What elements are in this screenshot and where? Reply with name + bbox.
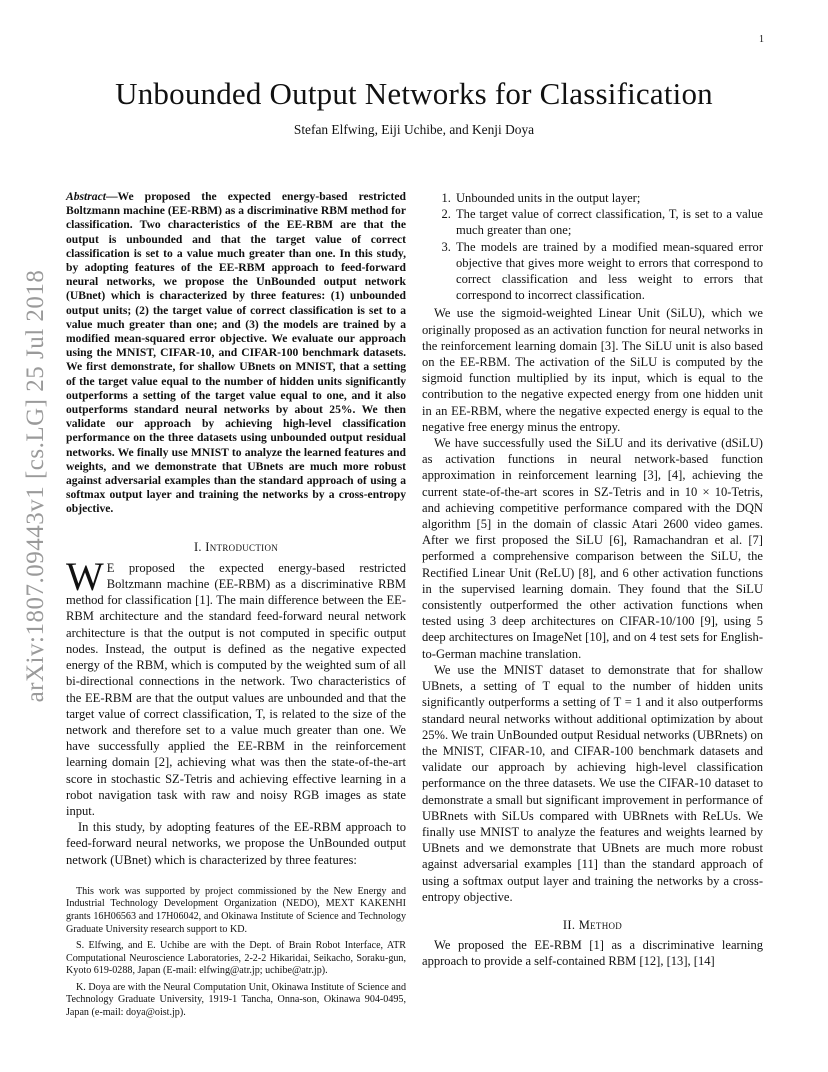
paper-title: Unbounded Output Networks for Classification: [115, 76, 713, 111]
section-heading-method: [422, 917, 763, 933]
feature-item: 2. The target value of correct classification, T, is set to a value much greater than one;: [454, 206, 763, 238]
left-column: [66, 190, 406, 1024]
section-number: II.: [562, 917, 576, 932]
abstract: [66, 190, 406, 517]
page-number: 1: [759, 34, 764, 45]
footnote-affiliation-atr: S. Elfwing, and E. Uchibe are with the Dept. of Brain Robot Interface, ATR Computational Neuroscience Laboratories, 2-2-2 Hikaridai, Seikacho, Soraku-gun, Kyoto 619-0288, Japan (E-mail: elfwing@atr.jp; uchibe@atr.jp).: [66, 940, 406, 977]
arxiv-stamp-text: arXiv:1807.09443v1 [cs.LG] 25 Jul 2018: [22, 269, 49, 703]
intro-paragraph-2: In this study, by adopting features of the EE-RBM approach to feed-forward neural networks, we propose the UnBounded output network (UBnet) which is characterized by three features:: [66, 820, 406, 867]
abstract-label: Abstract: [66, 190, 106, 203]
section-title: Method: [578, 917, 623, 932]
intro-paragraph-1: [66, 553, 406, 819]
section-number: I.: [193, 539, 202, 554]
author-list: Stefan Elfwing, Eiji Uchibe, and Kenji Doya: [293, 122, 535, 137]
mnist-paragraph: We use the MNIST dataset to demonstrate that for shallow UBnets, a setting of T equal to the number of hidden units significantly outperforms a setting of T = 1 and it also outperforms standard neural networks without additional optimization by about 25%. We train UnBounded output Residual networks (UBRnets) on the MNIST, CIFAR-10, and CIFAR-100 benchmark datasets and validate our approach by achieving high-level classification performance on the three datasets. We use the CIFAR-10 dataset to demonstrate a small but significant improvement in performance of UBRnets with SiLUs compared with UBRnets with ReLUs. We finally use MNIST to analyze the features and weights learned by UBnets and we demonstrate that UBnets are much more robust against adversarial examples [11] than the standard approach of using a softmax output layer and training the networks by a cross-entropy objective.: [422, 662, 763, 904]
feature-list: [422, 190, 763, 303]
drop-cap: W: [66, 553, 104, 599]
method-paragraph-1: We proposed the EE-RBM [1] as a discriminative learning approach to provide a self-contained RBM [12], [13], [14]: [422, 938, 763, 969]
section-heading-introduction: [66, 539, 406, 555]
feature-item: 1. Unbounded units in the output layer;: [454, 190, 763, 206]
right-column: [422, 190, 763, 970]
abstract-text: —We proposed the expected energy-based restricted Boltzmann machine (EE-RBM) as a discriminative RBM method for classification. Two characteristics of the EE-RBM are that the output is unbounded and that the target value of correct classification is set to a value much greater than one. In this study, by adopting features of the EE-RBM approach to feed-forward neural networks, we propose the UnBounded output network (UBnet) which is characterized by three features: (1) unbounded output units; (2) the target value of correct classification is set to a value much greater than one; and (3) the models are trained by a modified mean-squared error objective. We evaluate our approach using the MNIST, CIFAR-10, and CIFAR-100 benchmark datasets. We first demonstrate, for shallow UBnets on MNIST, that a setting of the target value equal to the number of hidden units significantly outperforms a setting of the target value equal to one, and it also outperforms standard neural networks by about 25%. We then validate our approach by achieving high-level classification performance on the three datasets using unbounded output residual networks. We finally use MNIST to analyze the learned features and weights, and we demonstrate that UBnets are much more robust against adversarial examples than the standard approach of using a softmax output layer and training the networks by a cross-entropy objective.: [66, 190, 406, 516]
footnote-funding: This work was supported by project commissioned by the New Energy and Industrial Technology Development Organization (NEDO), MEXT KAKENHI grants 16H06563 and 17H06042, and Okinawa Institute of Science and Technology Graduate University research support to KD.: [66, 885, 406, 935]
section-title: Introduction: [205, 539, 279, 554]
footnotes: [66, 886, 406, 1020]
footnote-affiliation-oist: K. Doya are with the Neural Computation Unit, Okinawa Institute of Science and Technology Graduate University, 1919-1 Tancha, Onna-son, Okinawa 904-0495, Japan (e-mail: doya@oist.jp).: [66, 981, 406, 1019]
feature-item: 3. The models are trained by a modified mean-squared error objective that gives more weight to errors that correspond to correct classification and less weight to errors that correspond to incorrect classification.: [454, 239, 763, 304]
silu-paragraph: We use the sigmoid-weighted Linear Unit (SiLU), which we originally proposed as an activation function for neural networks in the reinforcement learning domain [3]. The SiLU unit is also based on the EE-RBM. The activation of the SiLU is computed by the sigmoid function multiplied by its input, which is equal to the contribution to the negative expected energy from one hidden unit in an EE-RBM, where the negative expected energy is equal to the negative free energy minus the entropy.: [422, 306, 763, 434]
dsilu-paragraph: We have successfully used the SiLU and its derivative (dSiLU) as activation functions in neural network-based function approximation in reinforcement learning [3], [4], achieving the current state-of-the-art scores in SZ-Tetris and in 10 × 10-Tetris, and achieving competitive performance compared with the DQN algorithm [5] in the domain of classic Atari 2600 video games. After we first proposed the SiLU [6], Ramachandran et al. [7] performed a comprehensive comparison between the SiLU, the Rectified Linear Unit (ReLU) [8], and 6 other activation functions in the supervised learning domain. They found that the SiLU consistently outperformed the other activation functions when tested using 3 deep architectures on CIFAR-10/100 [9], using 5 deep architectures on ImageNet [10], and on 4 test sets for English-to-German machine translation.: [422, 436, 763, 661]
intro-paragraph-1-text: E proposed the expected energy-based restricted Boltzmann machine (EE-RBM) as a discriminative RBM method for classification [1]. The main difference between the EE-RBM architecture and the standard feed-forward neural network architecture is that the output is not computed in specific output nodes. Instead, the output is defined as the negative expected energy of the RBM, which is computed by the weighted sum of all bi-directional connections in the network. Two characteristics of the EE-RBM are that the output values are unbounded and that the target value of correct classification, T, is related to the size of the network and therefore set to a value much greater than one. We have successfully applied the EE-RBM in the reinforcement learning domain [2], achieving what was then the state-of-the-art score in stochastic SZ-Tetris and achieving effective learning in a robot navigation task with raw and noisy RGB images as state input.: [66, 560, 406, 818]
arxiv-stamp[interactable]: [16, 266, 56, 706]
